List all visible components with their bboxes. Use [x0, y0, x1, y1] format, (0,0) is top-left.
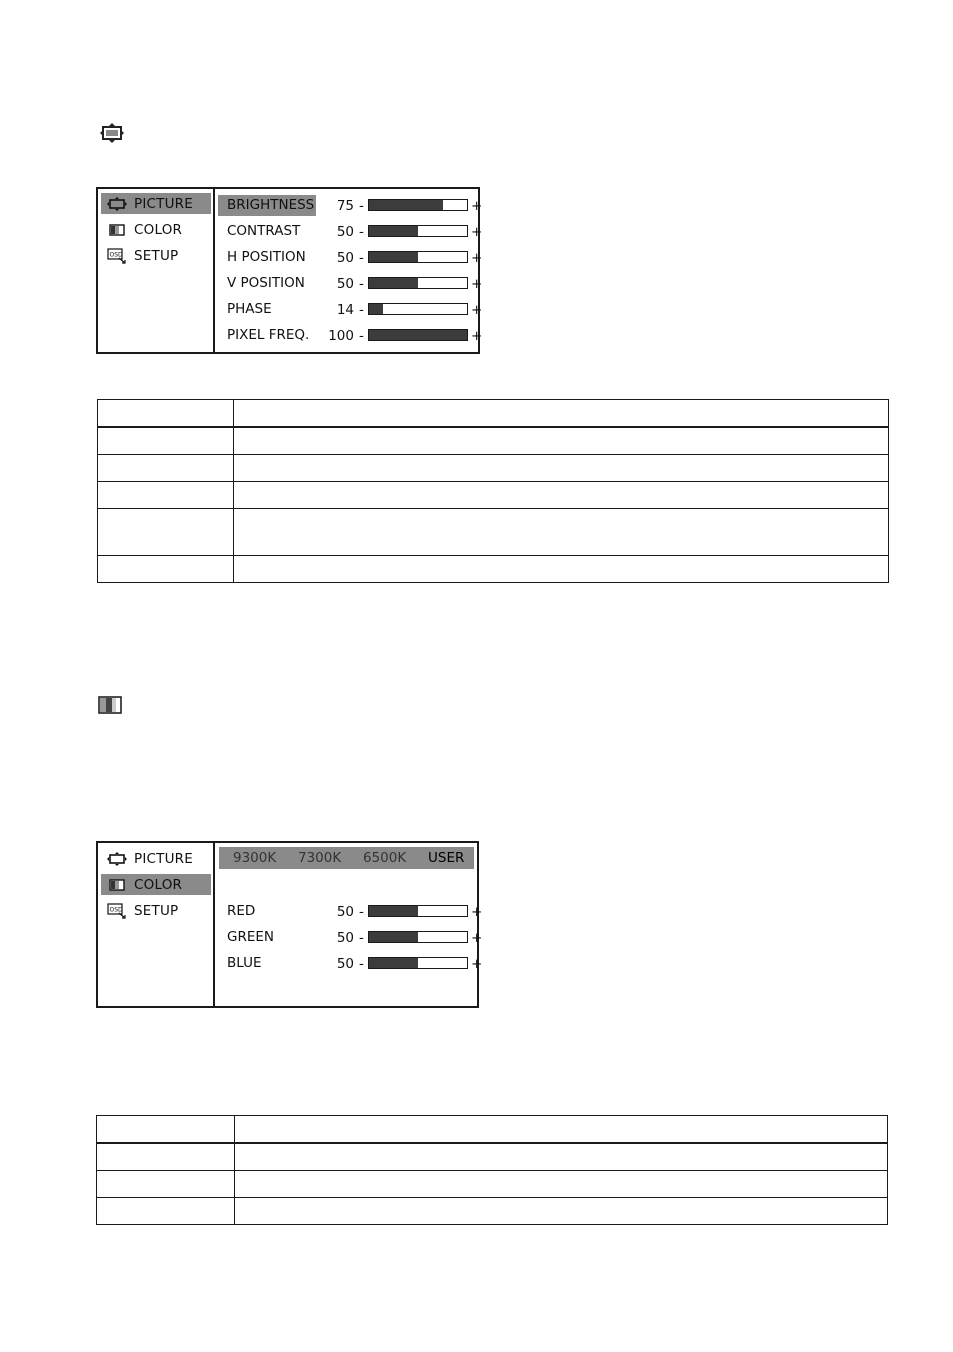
minus-sign[interactable]: -: [359, 301, 364, 318]
nav-item-color[interactable]: [101, 874, 211, 895]
table-cell: [235, 1171, 888, 1198]
level-bar-fill: [369, 330, 467, 340]
level-bar[interactable]: [368, 277, 468, 289]
level-bar[interactable]: [368, 251, 468, 263]
level-bar-fill: [369, 200, 443, 210]
row-value: 50: [336, 955, 354, 972]
plus-sign[interactable]: +: [471, 903, 483, 920]
level-bar[interactable]: [368, 931, 468, 943]
temp-option-9300k[interactable]: 9300K: [233, 850, 277, 866]
level-bar[interactable]: [368, 329, 468, 341]
table-cell: [97, 1171, 235, 1198]
table-cell: [98, 556, 234, 583]
table-header-row: [98, 400, 889, 428]
table-row: [97, 1143, 888, 1171]
row-value: 14: [336, 301, 354, 318]
row-value: 100: [328, 327, 354, 344]
row-value: 75: [336, 197, 354, 214]
level-bar[interactable]: [368, 957, 468, 969]
plus-sign[interactable]: +: [471, 223, 483, 240]
level-bar-fill: [369, 226, 418, 236]
table-cell: [235, 1198, 888, 1225]
temp-option-6500k[interactable]: 6500K: [363, 850, 407, 866]
picture-icon: [106, 851, 128, 867]
table-cell: [234, 556, 889, 583]
temp-option-7300k[interactable]: 7300K: [298, 850, 342, 866]
table-cell: [97, 1198, 235, 1225]
nav-item-label: PICTURE: [134, 195, 193, 212]
plus-sign[interactable]: +: [471, 275, 483, 292]
row-value: 50: [336, 929, 354, 946]
table-cell: [98, 509, 234, 556]
nav-item-label: SETUP: [134, 902, 179, 919]
table-row: [98, 455, 889, 482]
table-cell: [234, 509, 889, 556]
plus-sign[interactable]: +: [471, 955, 483, 972]
level-bar-fill: [369, 304, 383, 314]
row-label: RED: [227, 903, 256, 919]
table-cell: [97, 1116, 235, 1144]
picture-icon: [99, 122, 125, 144]
minus-sign[interactable]: -: [359, 275, 364, 292]
osd-nav-panel: [98, 189, 215, 352]
minus-sign[interactable]: -: [359, 249, 364, 266]
level-bar-fill: [369, 252, 418, 262]
picture-settings-table: [97, 399, 889, 583]
temp-option-user[interactable]: USER: [428, 850, 465, 866]
minus-sign[interactable]: -: [359, 223, 364, 240]
color-icon: [106, 877, 128, 893]
nav-item-setup[interactable]: [101, 245, 211, 266]
table-header-row: [97, 1116, 888, 1144]
table-cell: [98, 427, 234, 455]
osd-color-menu: [96, 841, 483, 1008]
color-temperature-selector: [219, 847, 474, 869]
color-icon: [98, 696, 122, 714]
level-bar-fill: [369, 932, 418, 942]
level-bar-fill: [369, 906, 418, 916]
plus-sign[interactable]: +: [471, 249, 483, 266]
nav-item-label: PICTURE: [134, 850, 193, 867]
table-cell: [98, 400, 234, 428]
color-icon: [106, 222, 128, 238]
level-bar[interactable]: [368, 199, 468, 211]
nav-item-picture[interactable]: [101, 193, 211, 214]
plus-sign[interactable]: +: [471, 197, 483, 214]
svg-text:OSD: OSD: [109, 251, 123, 258]
row-label: BLUE: [227, 955, 262, 971]
level-bar-fill: [369, 958, 418, 968]
plus-sign[interactable]: +: [471, 929, 483, 946]
level-bar[interactable]: [368, 905, 468, 917]
table-row: [97, 1171, 888, 1198]
row-label: PHASE: [227, 301, 272, 317]
table-cell: [98, 482, 234, 509]
table-cell: [235, 1143, 888, 1171]
nav-item-label: COLOR: [134, 221, 183, 238]
row-label: V POSITION: [227, 275, 305, 291]
table-row: [97, 1198, 888, 1225]
table-row: [98, 509, 889, 556]
row-label: H POSITION: [227, 249, 306, 265]
nav-item-color[interactable]: [101, 219, 211, 240]
svg-text:OSD: OSD: [109, 906, 123, 913]
table-cell: [98, 455, 234, 482]
row-value: 50: [336, 275, 354, 292]
table-cell: [234, 455, 889, 482]
picture-icon: [106, 196, 128, 212]
minus-sign[interactable]: -: [359, 955, 364, 972]
table-cell: [235, 1116, 888, 1144]
table-row: [98, 482, 889, 509]
level-bar-fill: [369, 278, 418, 288]
minus-sign[interactable]: -: [359, 197, 364, 214]
row-value: 50: [336, 903, 354, 920]
osd-setup-icon: [106, 248, 128, 264]
nav-item-label: COLOR: [134, 876, 183, 893]
nav-item-setup[interactable]: [101, 900, 211, 921]
osd-setup-icon: [106, 903, 128, 919]
minus-sign[interactable]: -: [359, 903, 364, 920]
table-cell: [234, 482, 889, 509]
row-label: GREEN: [227, 929, 274, 945]
osd-nav-panel: [98, 843, 215, 1006]
table-row: [98, 427, 889, 455]
level-bar[interactable]: [368, 303, 468, 315]
minus-sign[interactable]: -: [359, 327, 364, 344]
table-cell: [97, 1143, 235, 1171]
row-value: 50: [336, 249, 354, 266]
row-label: BRIGHTNESS: [218, 195, 316, 216]
table-cell: [234, 400, 889, 428]
nav-item-picture[interactable]: [101, 848, 211, 869]
row-label: PIXEL FREQ.: [227, 327, 310, 343]
minus-sign[interactable]: -: [359, 929, 364, 946]
row-value: 50: [336, 223, 354, 240]
level-bar[interactable]: [368, 225, 468, 237]
nav-item-label: SETUP: [134, 247, 179, 264]
row-label: CONTRAST: [227, 223, 301, 239]
table-cell: [234, 427, 889, 455]
plus-sign[interactable]: +: [471, 301, 483, 318]
plus-sign[interactable]: +: [471, 327, 483, 344]
color-settings-table: [96, 1115, 888, 1225]
table-row: [98, 556, 889, 583]
osd-picture-menu: [96, 187, 483, 354]
